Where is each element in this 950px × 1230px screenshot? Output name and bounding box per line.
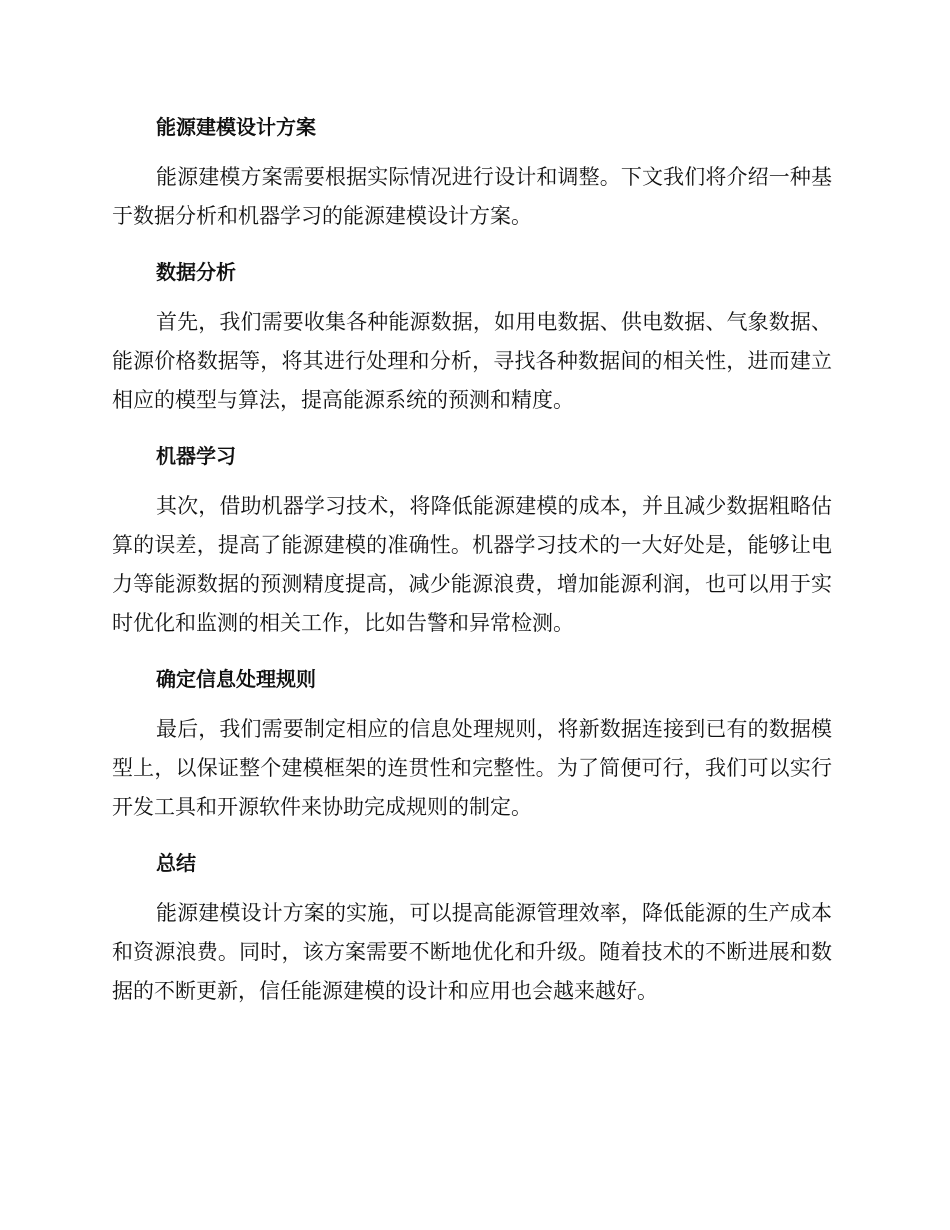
section-body-design-plan: 能源建模方案需要根据实际情况进行设计和调整。下文我们将介绍一种基于数据分析和机器学习的能源建模设计方案。 <box>112 165 832 228</box>
document-content <box>112 108 832 1028</box>
section-heading-machine-learning: 机器学习 <box>156 444 236 468</box>
section-body-machine-learning: 其次，借助机器学习技术，将降低能源建模的成本，并且减少数据粗略估算的误差，提高了能源建模的准确性。机器学习技术的一大好处是，能够让电力等能源数据的预测精度提高，减少能源浪费，增加能源利润，也可以用于实时优化和监测的相关工作，比如告警和异常检测。 <box>112 494 832 635</box>
section-body-data-analysis: 首先，我们需要收集各种能源数据，如用电数据、供电数据、气象数据、能源价格数据等，将其进行处理和分析，寻找各种数据间的相关性，进而建立相应的模型与算法，提高能源系统的预测和精度。 <box>112 310 832 412</box>
section-heading-design-plan: 能源建模设计方案 <box>156 115 316 139</box>
section-body-processing-rules: 最后，我们需要制定相应的信息处理规则，将新数据连接到已有的数据模型上，以保证整个建模框架的连贯性和完整性。为了简便可行，我们可以实行开发工具和开源软件来协助完成规则的制定。 <box>112 717 832 819</box>
section-body-summary: 能源建模设计方案的实施，可以提高能源管理效率，降低能源的生产成本和资源浪费。同时，该方案需要不断地优化和升级。随着技术的不断进展和数据的不断更新，信任能源建模的设计和应用也会越来越好。 <box>112 901 832 1003</box>
section-heading-processing-rules: 确定信息处理规则 <box>156 667 316 691</box>
section-heading-summary: 总结 <box>156 851 196 875</box>
section-heading-data-analysis: 数据分析 <box>156 260 236 284</box>
